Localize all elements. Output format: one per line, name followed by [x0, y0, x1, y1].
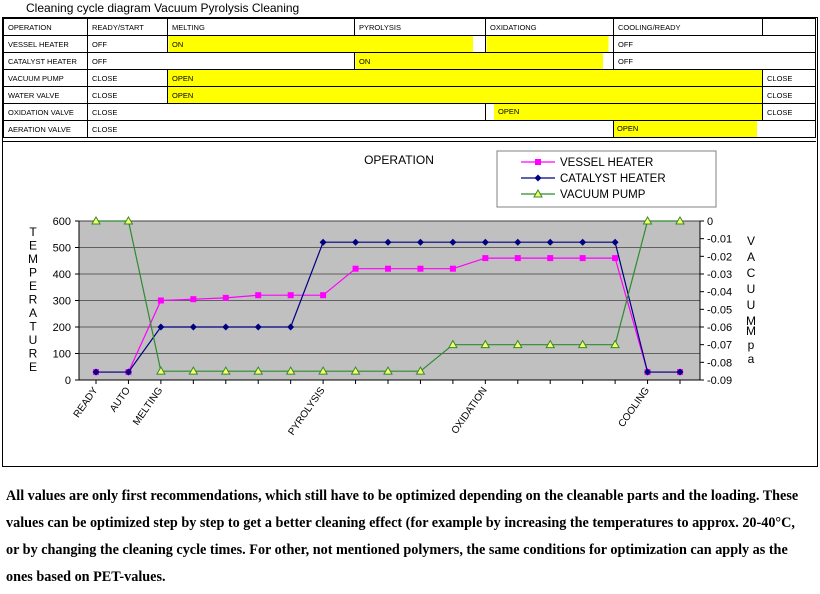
- table-row: [4, 121, 816, 138]
- state-cell-on: ON: [168, 36, 486, 53]
- data-point: [385, 266, 391, 272]
- legend-swatch-marker: [535, 159, 541, 165]
- table-row: [4, 36, 816, 53]
- header-cell: PYROLYSIS: [355, 19, 486, 36]
- chart-title: OPERATION: [364, 153, 434, 167]
- row-label: CATALYST HEATER: [4, 53, 88, 70]
- data-point: [547, 255, 553, 261]
- x-tick-label: COOLING: [616, 385, 653, 430]
- state-cell: OFF: [88, 53, 355, 70]
- x-tick-label: PYROLYSIS: [286, 385, 328, 438]
- row-label: AERATION VALVE: [4, 121, 88, 138]
- state-open-fill: OPEN: [614, 121, 757, 137]
- legend-label: VACUUM PUMP: [560, 189, 646, 201]
- y2-tick-label: -0.07: [707, 339, 733, 352]
- data-point: [417, 266, 423, 272]
- state-cell-on: [486, 36, 614, 53]
- y2-tick-label: -0.09: [707, 375, 733, 387]
- data-point: [158, 298, 164, 304]
- x-tick-label: OXIDATION: [449, 385, 490, 437]
- data-point: [255, 292, 261, 298]
- y2-tick-label: -0.05: [707, 304, 733, 317]
- row-label: WATER VALVE: [4, 87, 88, 104]
- state-cell-open: [614, 121, 816, 138]
- y2-tick-label: -0.06: [707, 322, 733, 334]
- page-title: Cleaning cycle diagram Vacuum Pyrolysis Cleaning: [26, 1, 300, 15]
- state-cell: CLOSE: [88, 121, 614, 138]
- data-point: [515, 255, 521, 261]
- operation-chart: [3, 142, 816, 466]
- y2-axis-title-letter: M: [746, 314, 756, 328]
- x-tick-label: MELTING: [131, 385, 166, 428]
- state-cell: CLOSE: [88, 104, 486, 121]
- y-axis-title-letter: P: [28, 265, 38, 280]
- data-point: [612, 255, 618, 261]
- table-header-row: [4, 19, 816, 36]
- state-cell: OFF: [88, 36, 168, 53]
- legend-label: VESSEL HEATER: [560, 157, 654, 169]
- x-tick-label: AUTO: [108, 385, 133, 415]
- y-axis-title-letter: A: [28, 306, 38, 320]
- y2-tick-label: -0.02: [707, 251, 733, 264]
- data-point: [320, 292, 326, 298]
- state-cell: CLOSE: [88, 70, 168, 87]
- empty-cell: [763, 19, 816, 36]
- y-axis-title-letter: U: [28, 333, 38, 347]
- y2-axis-title-letter: M: [746, 324, 756, 338]
- state-cell: OFF: [614, 36, 816, 53]
- state-cell: CLOSE: [763, 104, 816, 121]
- y2-tick-label: -0.01: [707, 233, 733, 246]
- y-axis-title-letter: M: [28, 252, 38, 266]
- data-point: [223, 295, 229, 301]
- state-cell: CLOSE: [88, 87, 168, 104]
- y2-axis-title-letter: p: [747, 338, 755, 352]
- y-axis-title-letter: E: [28, 238, 38, 253]
- table-row: [4, 87, 816, 104]
- y2-axis-title-letter: A: [746, 250, 756, 264]
- y-axis-title-letter: E: [28, 279, 38, 293]
- table-row: [4, 53, 816, 70]
- y-axis-title-letter: R: [28, 292, 38, 307]
- state-cell-open: OPEN: [168, 87, 763, 104]
- y2-tick-label: -0.03: [707, 269, 733, 281]
- y-tick-label: 100: [52, 348, 71, 361]
- legend-label: CATALYST HEATER: [560, 173, 666, 185]
- y-axis-title-letter: T: [29, 225, 37, 239]
- state-cell: CLOSE: [763, 70, 816, 87]
- header-cell: COOLING/READY: [614, 19, 763, 36]
- y-tick-label: 300: [52, 295, 71, 308]
- x-tick-label: READY: [71, 385, 101, 420]
- y2-tick-label: 0: [707, 216, 714, 228]
- y2-axis-title-letter: U: [746, 282, 756, 296]
- row-label: OXIDATION VALVE: [4, 104, 88, 121]
- y2-tick-label: -0.04: [707, 286, 733, 299]
- y2-axis-title-letter: C: [746, 266, 756, 280]
- y-axis-title-letter: R: [28, 346, 38, 361]
- row-label: VACUUM PUMP: [4, 70, 88, 87]
- y2-axis-title-letter: V: [746, 234, 756, 248]
- state-cell: CLOSE: [763, 87, 816, 104]
- y-tick-label: 0: [64, 375, 71, 387]
- data-point: [580, 255, 586, 261]
- state-cell: OFF: [614, 53, 816, 70]
- data-point: [190, 296, 196, 302]
- data-point: [353, 266, 359, 272]
- data-point: [288, 292, 294, 298]
- recommendation-note: All values are only first recommendations, which still have to be optimized depending on the cleanable parts and the loading. These values can be optimized step by step to get a better cleaning effect (for example by increasing the temperatures to approx. 20-40°C, or by changing the cleaning cycle times. For other, not mentioned polymers, the same conditions for optimization can apply as the ones based on PET-values.: [6, 488, 799, 585]
- row-label: VESSEL HEATER: [4, 36, 88, 53]
- table-row: [4, 104, 816, 121]
- y-tick-label: 200: [52, 322, 71, 334]
- state-cell-on: ON: [355, 53, 614, 70]
- data-point: [482, 255, 488, 261]
- y2-axis-title-letter: a: [747, 352, 755, 366]
- y-axis-title-letter: T: [29, 319, 37, 334]
- state-cell-open: [486, 104, 763, 121]
- chart-area: [3, 141, 816, 466]
- y2-tick-label: -0.08: [707, 357, 733, 370]
- state-cell-open: OPEN: [168, 70, 763, 87]
- state-open-fill: OPEN: [494, 104, 762, 120]
- table-row: [4, 70, 816, 87]
- y-tick-label: 600: [52, 216, 71, 228]
- cleaning-cycle-table: [3, 18, 816, 138]
- y-axis-title-letter: E: [28, 360, 38, 374]
- y2-axis-title-letter: U: [746, 298, 756, 312]
- data-point: [450, 266, 456, 272]
- y-tick-label: 400: [52, 269, 71, 281]
- y-tick-label: 500: [52, 242, 71, 255]
- header-cell: OPERATION: [4, 19, 88, 36]
- header-cell: MELTING: [168, 19, 355, 36]
- header-cell: OXIDATIONG: [486, 19, 614, 36]
- header-cell: READY/START: [88, 19, 168, 36]
